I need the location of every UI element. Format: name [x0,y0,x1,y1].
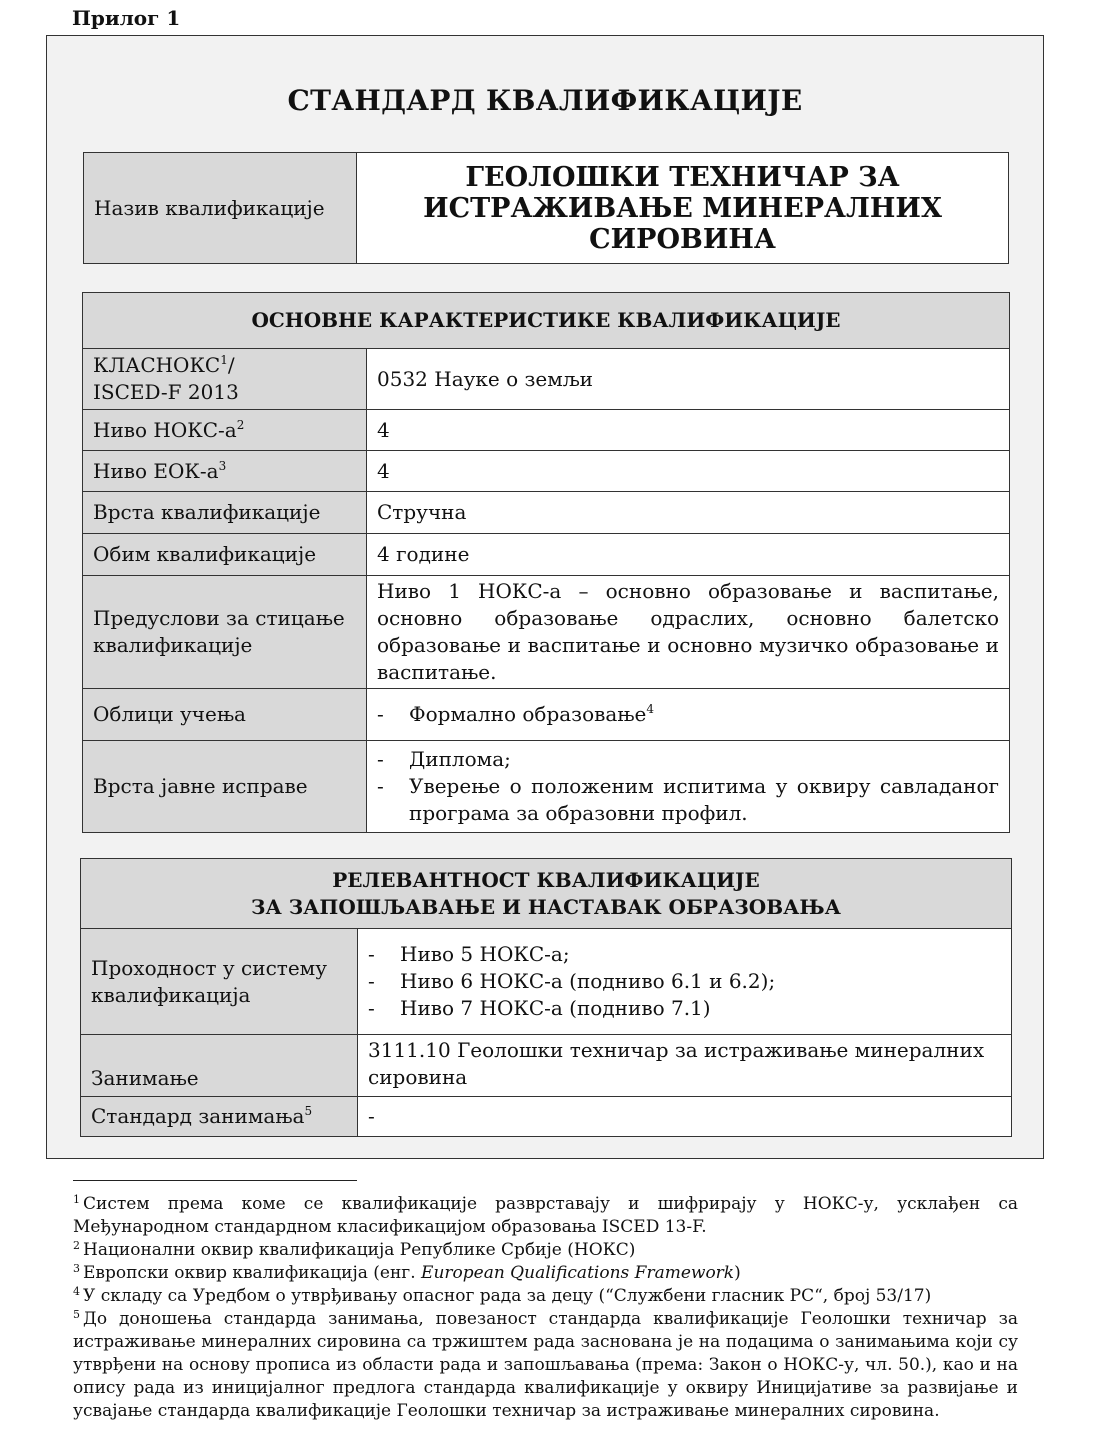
learning-forms-value: - Формално образовање$^4$ [367,689,1010,741]
footnotes [73,1193,1018,1423]
table-row [83,492,1010,534]
qualification-label: Назив квалификације [84,153,357,264]
relevance-table [80,858,1012,1137]
table-row [83,741,1010,833]
footnote-divider [73,1180,357,1181]
qualification-name: ГЕОЛОШКИ ТЕХНИЧАР ЗА ИСТРАЖИВАЊЕ МИНЕРАЛНИХ СИРОВИНА [357,153,1009,264]
table-row [83,410,1010,451]
qualification-name-table [83,152,1009,264]
list-item: - Диплома; [377,746,999,773]
footnote-2: $^2$ Национални оквир квалификација Републике Србије (НОКС) [73,1239,636,1260]
table-row [83,451,1010,492]
footnote-ref[interactable]: 3 [218,458,227,473]
qualification-type-value: Стручна [367,492,1010,534]
table-row [81,929,1012,1035]
list-item: - Ниво 6 НОКС-а (подниво 6.1 и 6.2); [368,968,1001,995]
occupation-standard-label: Стандард занимања$^5$ [81,1097,358,1137]
footnote-4: $^4$ У складу са Уредбом о утврђивању опасног рада за децу (“Службени гласник РС“, број 53/17) [73,1285,932,1306]
occupation-standard-value: - [358,1097,1012,1137]
list-item: - Ниво 7 НОКС-а (подниво 7.1) [368,995,1001,1022]
klasnoks-value: 0532 Науке о земљи [367,349,1010,410]
footnote-ref[interactable]: 4 [646,702,654,716]
noks-level-label: Ниво НОКС-$а^2$ [83,410,367,451]
qualification-type-label: Врста квалификације [83,492,367,534]
occupation-value: 3111.10 Геолошки техничар за истраживање минералних сировина [358,1035,1012,1097]
prerequisites-label: Предуслови за стицање квалификације [83,576,367,689]
page-title: СТАНДАРД КВАЛИФИКАЦИЈЕ [287,84,803,117]
klasnoks-label: КЛАСНОКС$^1$/ ISCED-F 2013 [83,349,367,410]
noks-level-value: 4 [367,410,1010,451]
table-row [81,1035,1012,1097]
basic-characteristics-table [82,292,1010,833]
relevance-heading: РЕЛЕВАНТНОСТ КВАЛИФИКАЦИЈЕ ЗА ЗАПОШЉАВАЊЕ И НАСТАВАК ОБРАЗОВАЊА [81,859,1012,929]
occupation-label: Занимање [81,1035,358,1097]
progression-value [358,929,1012,1035]
footnote-3: $^3$ Европски оквир квалификација (енг. European Qualifications Framework) [73,1262,741,1283]
progression-label: Проходност у систему квалификација [81,929,358,1035]
list-item: - Уверење о положеним испитима у оквиру савладаног програма за образовни профил. [377,773,999,827]
prerequisites-value: Ниво 1 НОКС-а – основно образовање и васпитање, основно образовање одраслих, основно балетско образовање и васпитање и основно музичко образовање и васпитање. [367,576,1010,689]
footnote-ref[interactable]: 2 [236,417,245,432]
basic-heading: ОСНОВНЕ КАРАКТЕРИСТИКЕ КВАЛИФИКАЦИЈЕ [83,293,1010,349]
qualification-scope-label: Обим квалификације [83,534,367,576]
public-document-label: Врста јавне исправе [83,741,367,833]
footnote-5: $^5$ До доношења стандарда занимања, повезаност стандарда квалификације Геолошки техничар за истраживање минералних сировина са тржиштем рада заснована је на подацима о занимањима који су утврђени на основу прописа из области рада и запошљавања (према: Закон о НОКС-у, чл. 50.), као и на опису рада из иницијалног предлога стандарда квалификације у оквиру Иницијативе за развијање и усвајање стандарда квалификације Геолошки техничар за истраживање минералних сировина. [73,1308,1018,1421]
table-row [83,689,1010,741]
list-item: - Ниво 5 НОКС-а; [368,941,1001,968]
public-document-value [367,741,1010,833]
table-row [83,576,1010,689]
table-row [83,349,1010,410]
qualification-scope-value: 4 године [367,534,1010,576]
footnote-ref[interactable]: 5 [304,1104,313,1118]
learning-forms-label: Облици учења [83,689,367,741]
footnote-1: $^1$ Систем према коме се квалификације разврставају и шифрирају у НОКС-у, усклађен са Међународном стандардном класификацијом образовања ISCED 13-F. [73,1193,1018,1237]
eok-level-label: Ниво ЕОК-$а^3$ [83,451,367,492]
annex-label: Прилог 1 [72,6,181,30]
eok-level-value: 4 [367,451,1010,492]
table-row [81,1097,1012,1137]
footnote-ref[interactable]: 1 [220,353,228,367]
table-row [83,534,1010,576]
standard-frame [46,35,1044,1159]
